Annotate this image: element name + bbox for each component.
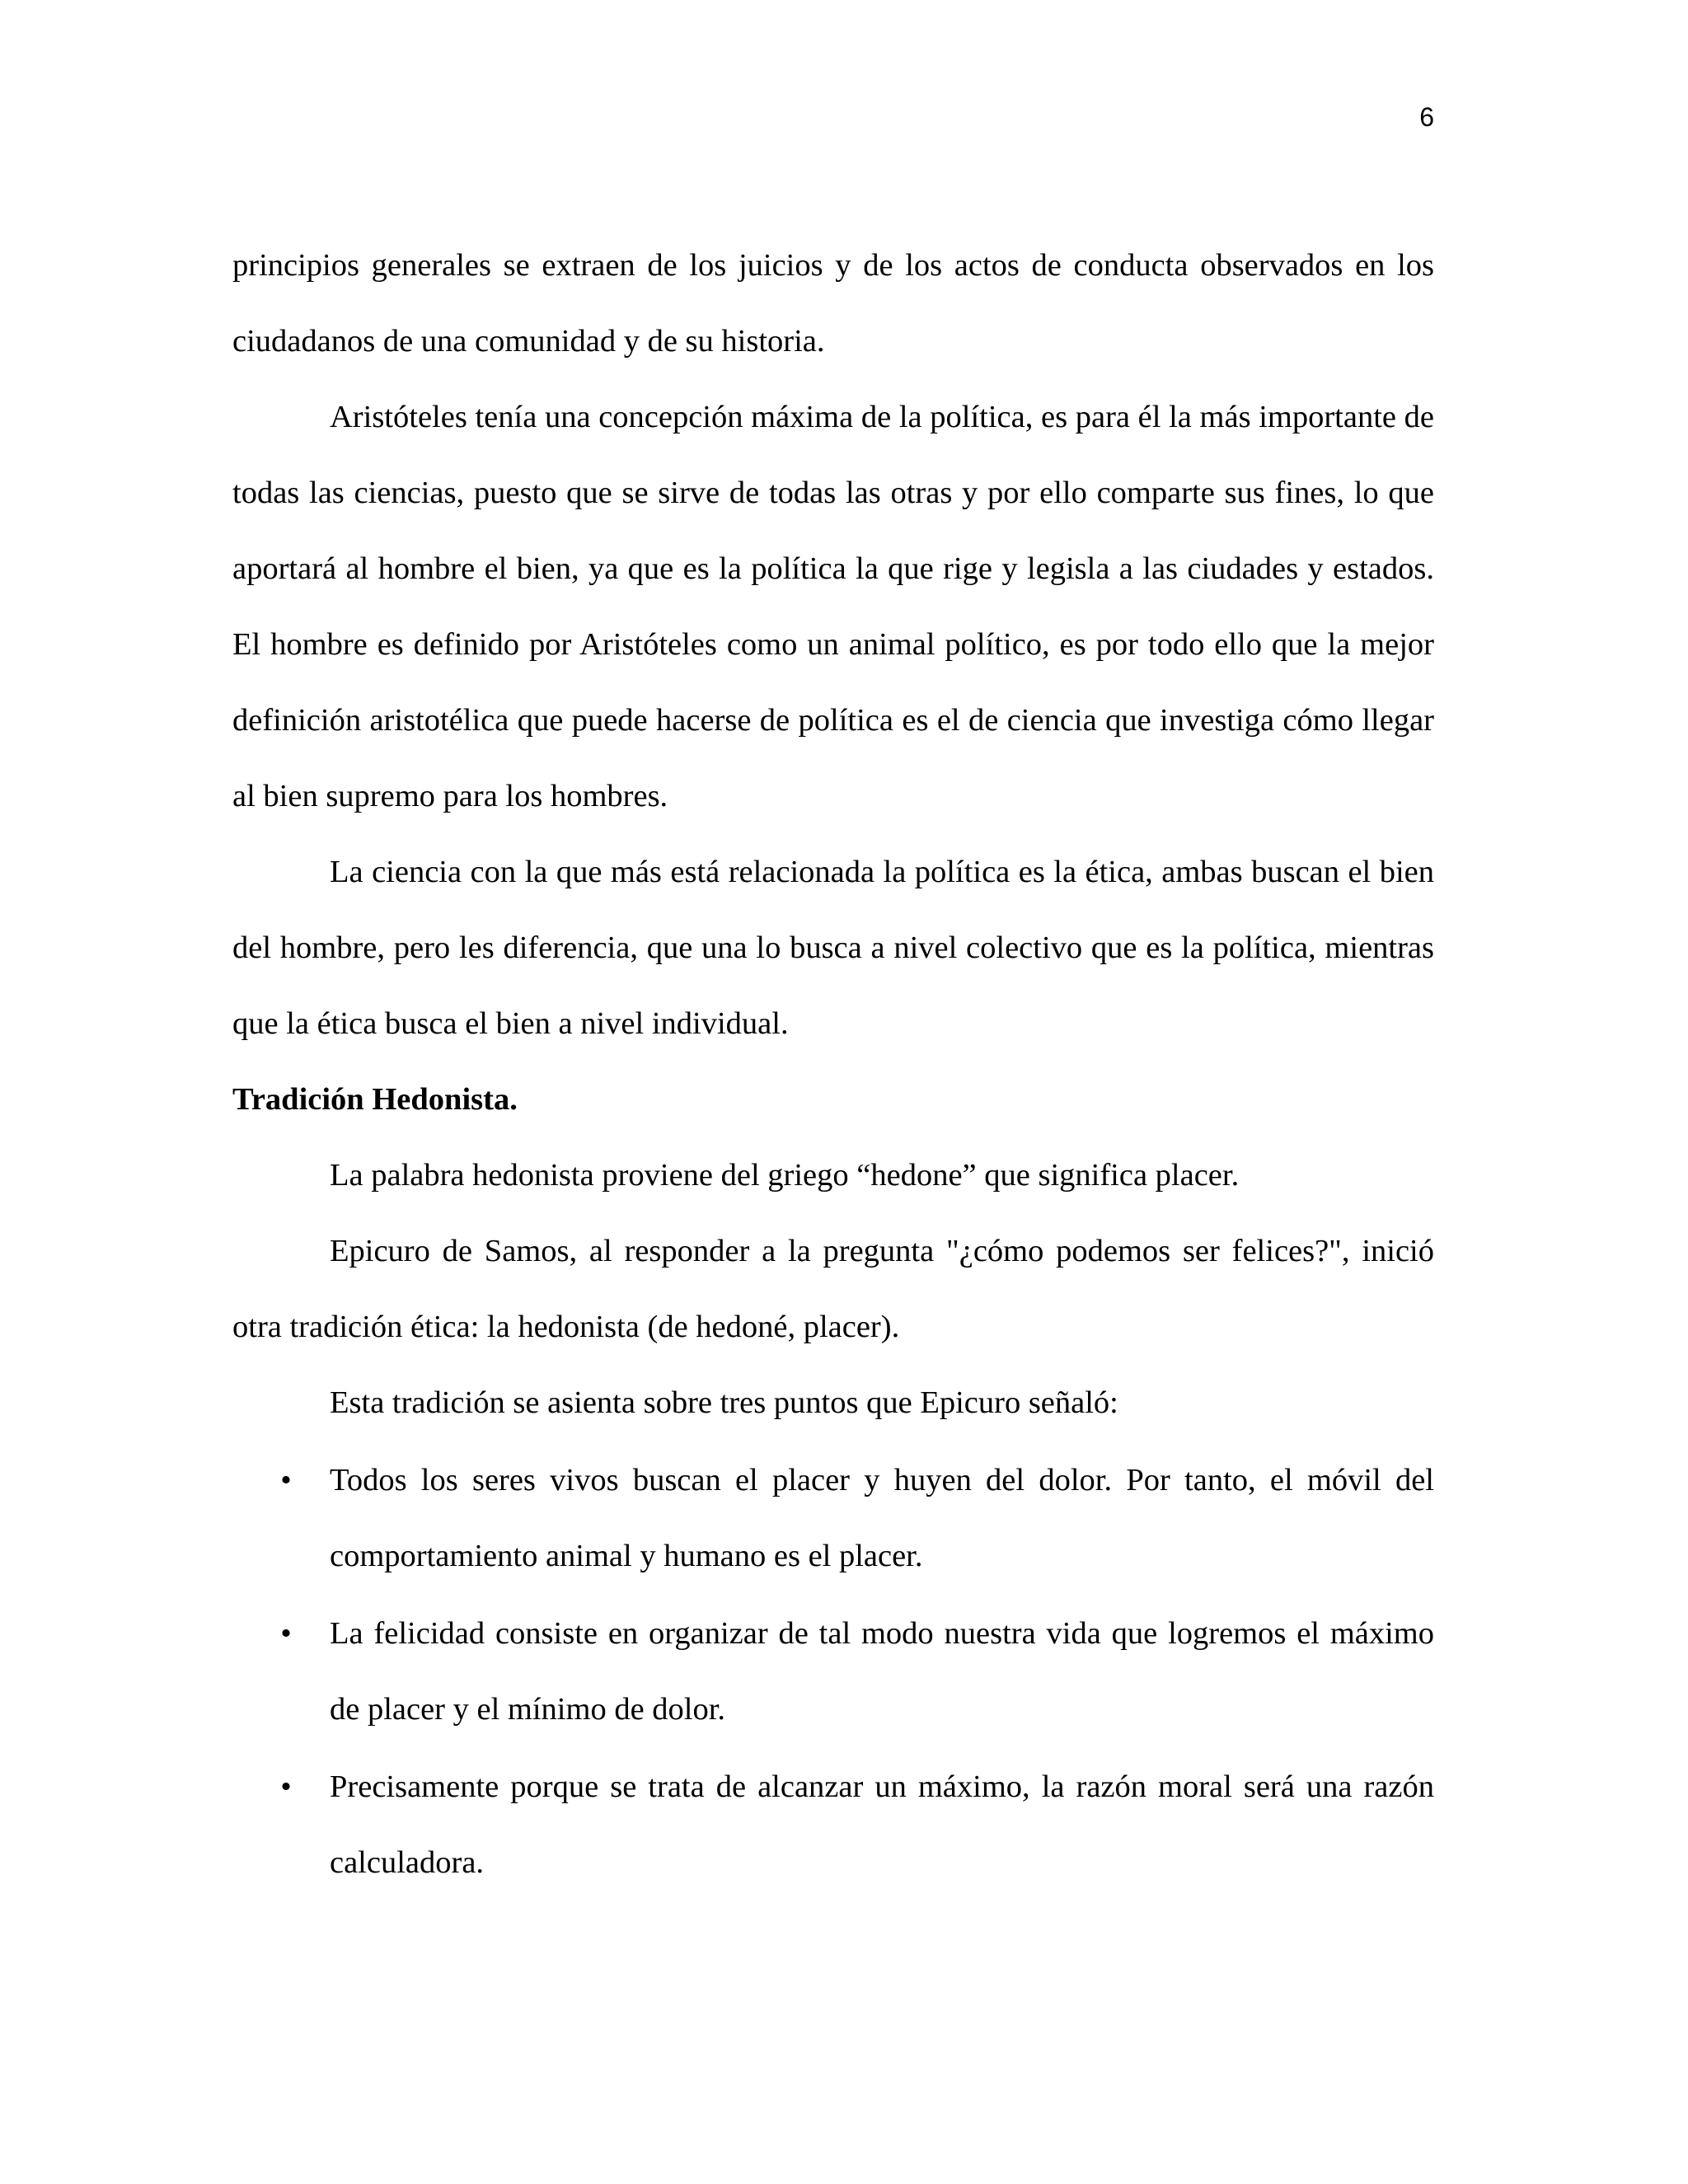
list-item-text: La felicidad consiste en organizar de tal modo nuestra vida que logremos el máximo de placer y el mínimo de dolor. [330,1616,1434,1727]
list-item [232,1442,1434,1594]
paragraph-tres-puntos: Esta tradición se asienta sobre tres puntos que Epicuro señaló: [330,1385,1118,1420]
bullet-list [232,1442,1434,1900]
document-body [232,227,1434,1900]
list-item-text: Todos los seres vivos buscan el placer y huyen del dolor. Por tanto, el móvil del comportamiento animal y humano es el placer. [330,1463,1434,1573]
paragraph-politica-etica: La ciencia con la que más está relacionada la política es la ética, ambas buscan el bien del hombre, pero les diferencia, que una lo busca a nivel colectivo que es la política, mientras que la ética busca el bien a nivel individual. [232,855,1434,1041]
bullet-icon: • [280,1769,292,1804]
section-heading: Tradición Hedonista. [232,1082,518,1117]
paragraph-aristoteles-politica: Aristóteles tenía una concepción máxima de la política, es para él la más importante de todas las ciencias, puesto que se sirve de todas las otras y por ello comparte sus fines, lo que aportará al hombre el bien, ya que es la política la que rige y legisla a las ciudades y estados. El hombre es definido por Aristóteles como un animal político, es por todo ello que la mejor definición aristotélica que puede hacerse de política es el de ciencia que investiga cómo llegar al bien supremo para los hombres. [232,400,1434,813]
paragraph-epicuro: Epicuro de Samos, al responder a la pregunta "¿cómo podemos ser felices?", inició otra tradición ética: la hedonista (de hedoné, placer). [232,1234,1434,1344]
paragraph-hedonista-definicion: La palabra hedonista proviene del griego “hedone” que significa placer. [330,1158,1240,1193]
page-number: 6 [1419,102,1434,132]
list-item-text: Precisamente porque se trata de alcanzar un máximo, la razón moral será una razón calculadora. [330,1769,1434,1880]
list-item [232,1749,1434,1900]
paragraph-continuation: principios generales se extraen de los juicios y de los actos de conducta observados en los ciudadanos de una comunidad y de su historia. [232,248,1434,359]
bullet-icon: • [280,1616,292,1651]
bullet-icon: • [280,1463,292,1497]
list-item [232,1596,1434,1747]
